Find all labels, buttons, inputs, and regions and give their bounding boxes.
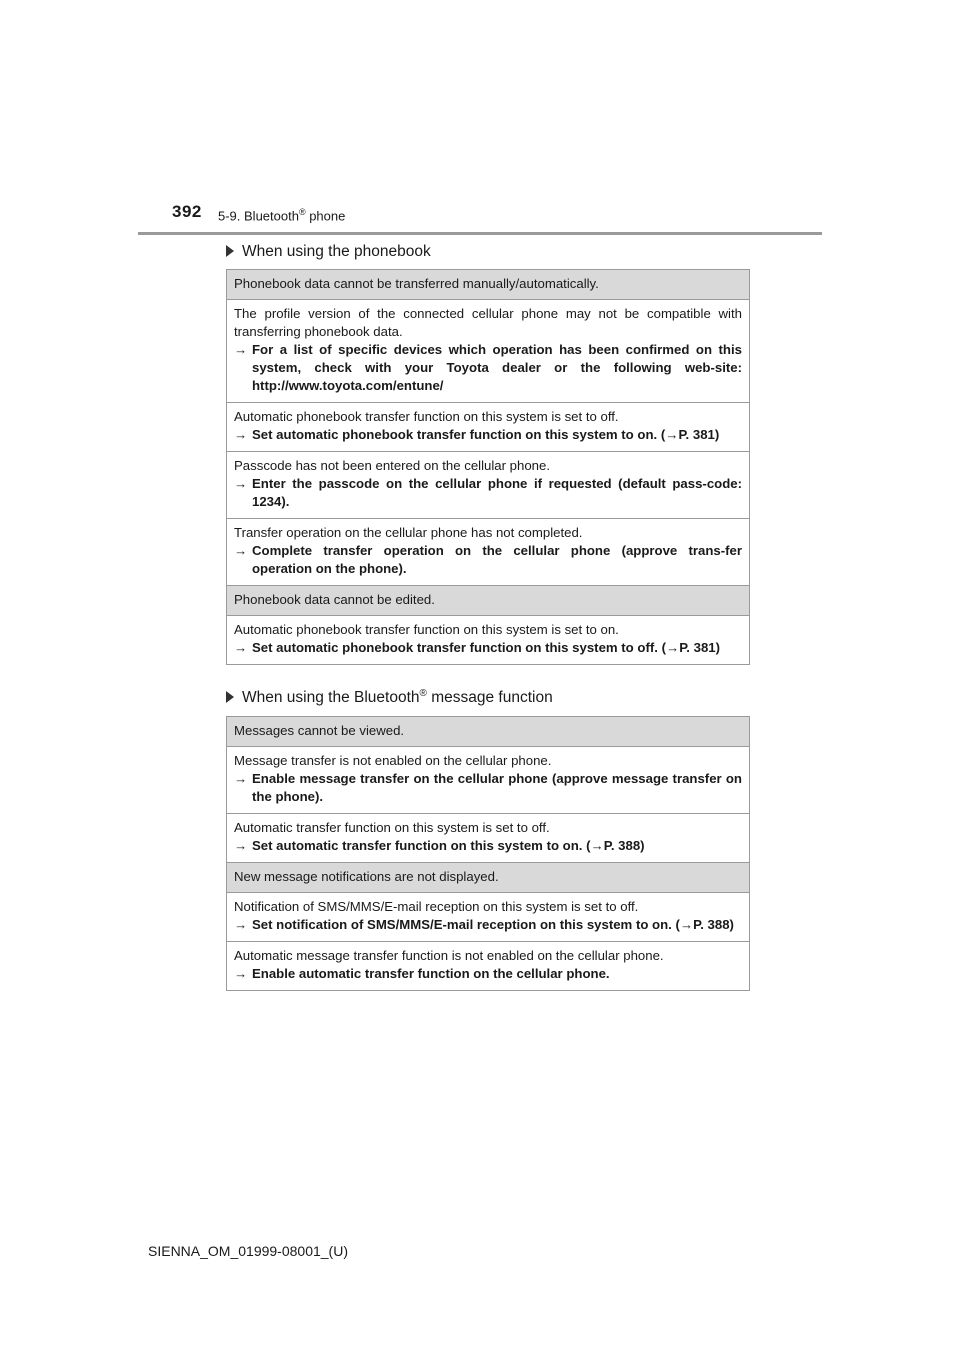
problem-cell: New message notifications are not displayed. <box>227 863 750 893</box>
messages-troubleshooting-table <box>226 716 750 991</box>
messages-heading <box>226 688 553 707</box>
remedy-label: Complete transfer operation on the cellular phone (approve trans-fer operation on the phone). <box>252 543 742 576</box>
messages-heading-suffix: message function <box>426 689 553 707</box>
table-row <box>227 519 750 586</box>
header-rule <box>138 232 822 235</box>
arrow-right-icon: → <box>234 640 248 655</box>
remedy-label: Enable automatic transfer function on the cellular phone. <box>252 966 610 981</box>
solution-cell <box>227 747 750 814</box>
ref-close: ) <box>714 427 720 442</box>
remedy-text <box>234 426 742 444</box>
page-reference-link[interactable] <box>586 838 644 853</box>
arrow-right-icon: → <box>665 427 679 442</box>
page-reference-link[interactable] <box>661 427 719 442</box>
solution-cell <box>227 403 750 452</box>
table-row <box>227 747 750 814</box>
problem-cell: Messages cannot be viewed. <box>227 717 750 747</box>
remedy-text <box>234 341 742 395</box>
arrow-right-icon: → <box>234 917 248 932</box>
solution-cell <box>227 893 750 942</box>
remedy-text <box>234 639 742 657</box>
page-reference-link[interactable] <box>676 917 734 932</box>
triangle-bullet-icon <box>226 245 234 257</box>
arrow-right-icon: → <box>679 917 694 932</box>
table-row <box>227 893 750 942</box>
ref-close: ) <box>640 838 645 853</box>
remedy-text <box>234 475 742 511</box>
remedy-text <box>234 916 742 934</box>
remedy-text <box>234 837 742 855</box>
table-row <box>227 616 750 665</box>
page-reference-link[interactable] <box>662 640 720 655</box>
arrow-right-icon: → <box>234 771 248 786</box>
ref-page: P. 388 <box>693 917 730 932</box>
arrow-right-icon: → <box>234 543 248 558</box>
arrow-right-icon: → <box>590 838 604 853</box>
document-code: SIENNA_OM_01999-08001_(U) <box>148 1243 348 1259</box>
cause-text: The profile version of the connected cellular phone may not be compatible with transferring phonebook data. <box>234 306 742 339</box>
remedy-label: Enable message transfer on the cellular phone (approve message transfer on the phone). <box>252 771 742 804</box>
table-row <box>227 452 750 519</box>
ref-open: ( <box>675 917 680 932</box>
remedy-label: Set notification of SMS/MMS/E-mail reception on this system to on. <box>252 917 672 932</box>
solution-cell <box>227 814 750 863</box>
remedy-label: Set automatic transfer function on this system to on. <box>252 838 583 853</box>
table-row <box>227 717 750 747</box>
cause-text: Notification of SMS/MMS/E-mail reception on this system is set to off. <box>234 899 639 914</box>
table-row <box>227 403 750 452</box>
phonebook-heading-text: When using the phonebook <box>242 243 431 260</box>
problem-cell: Phonebook data cannot be transferred manually/automatically. <box>227 270 750 300</box>
ref-open: ( <box>660 427 666 442</box>
arrow-right-icon: → <box>234 342 248 357</box>
cause-text: Passcode has not been entered on the cellular phone. <box>234 458 550 473</box>
table-row <box>227 300 750 403</box>
page-number: 392 <box>172 202 202 221</box>
cause-text: Automatic phonebook transfer function on this system is set to on. <box>234 622 619 637</box>
remedy-text <box>234 542 742 578</box>
ref-open: ( <box>586 838 591 853</box>
cause-text: Automatic transfer function on this system is set to off. <box>234 820 550 835</box>
ref-close: ) <box>729 917 734 932</box>
registered-mark: ® <box>298 207 306 217</box>
ref-page: P. 381 <box>679 640 716 655</box>
solution-cell <box>227 300 750 403</box>
ref-page: P. 388 <box>603 838 641 853</box>
ref-close: ) <box>715 640 721 655</box>
remedy-text <box>234 770 742 806</box>
section-title-text: 5-9. Bluetooth <box>218 208 299 224</box>
arrow-right-icon: → <box>666 640 680 655</box>
solution-cell <box>227 616 750 665</box>
table-row <box>227 863 750 893</box>
messages-heading-text: When using the Bluetooth <box>242 689 420 707</box>
triangle-bullet-icon <box>226 691 234 703</box>
section-title-suffix: phone <box>305 208 346 224</box>
arrow-right-icon: → <box>234 476 248 491</box>
table-row <box>227 942 750 991</box>
phonebook-heading <box>226 243 431 261</box>
cause-text: Message transfer is not enabled on the cellular phone. <box>234 753 552 768</box>
solution-cell <box>227 452 750 519</box>
remedy-label: Set automatic phonebook transfer function on this system to off. <box>252 640 658 655</box>
remedy-label: Set automatic phonebook transfer function on this system to on. <box>252 427 658 442</box>
table-row <box>227 586 750 616</box>
registered-mark: ® <box>419 688 427 699</box>
cause-text: Transfer operation on the cellular phone has not completed. <box>234 525 583 540</box>
remedy-label: Enter the passcode on the cellular phone if requested (default pass-code: 1234). <box>252 476 742 509</box>
cause-text: Automatic message transfer function is not enabled on the cellular phone. <box>234 948 664 963</box>
solution-cell <box>227 942 750 991</box>
remedy-label: For a list of specific devices which operation has been confirmed on this system, check with your Toyota dealer or the following web-site: http://www.toyota.com/entune/ <box>252 342 742 393</box>
table-row <box>227 814 750 863</box>
remedy-text <box>234 965 742 983</box>
table-row <box>227 270 750 300</box>
arrow-right-icon: → <box>234 966 248 981</box>
section-title <box>218 207 345 223</box>
arrow-right-icon: → <box>234 838 248 853</box>
ref-open: ( <box>661 640 666 655</box>
solution-cell <box>227 519 750 586</box>
problem-cell: Phonebook data cannot be edited. <box>227 586 750 616</box>
arrow-right-icon: → <box>234 427 248 442</box>
phonebook-troubleshooting-table <box>226 269 750 665</box>
ref-page: P. 381 <box>678 427 715 442</box>
cause-text: Automatic phonebook transfer function on this system is set to off. <box>234 409 619 424</box>
